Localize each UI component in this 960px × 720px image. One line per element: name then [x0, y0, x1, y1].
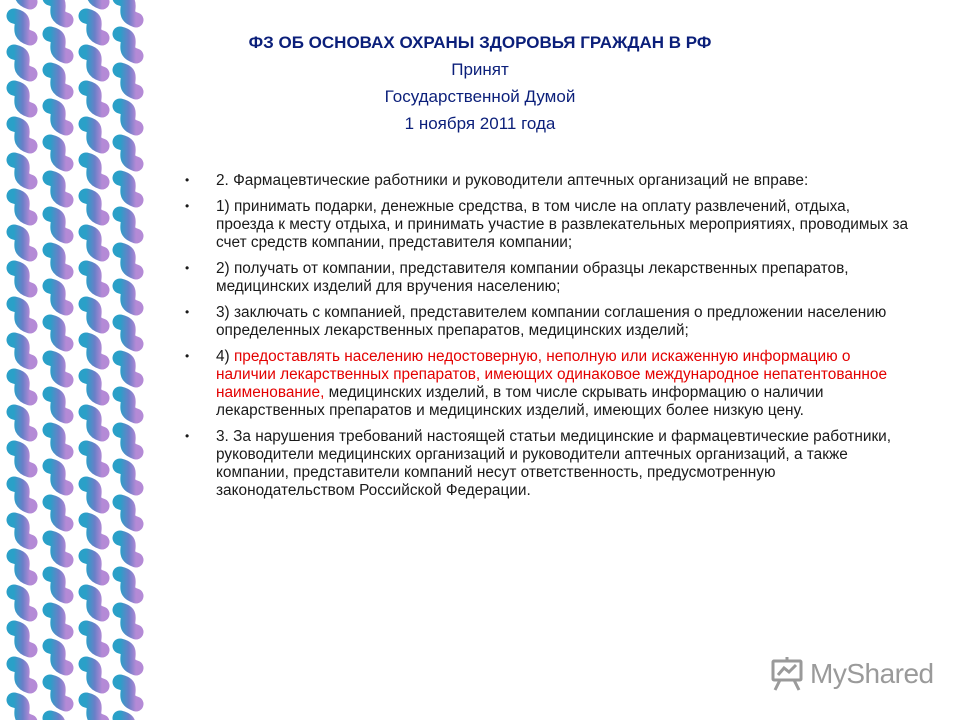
bullet-list [185, 172, 910, 508]
list-item [185, 260, 910, 296]
slide-title: ФЗ ОБ ОСНОВАХ ОХРАНЫ ЗДОРОВЬЯ ГРАЖДАН В РФ [248, 33, 712, 52]
list-item [185, 198, 910, 252]
list-item [185, 428, 910, 500]
watermark-text: MyShared [810, 658, 934, 689]
subtitle-duma: Государственной Думой [384, 87, 576, 106]
bullet-icon: • [185, 173, 190, 187]
pattern-wave [14, 0, 30, 720]
slide-title-block [190, 30, 770, 137]
bullet-icon: • [185, 429, 190, 443]
list-item-text: 3) заключать с компанией, представителем компании соглашения о предложении населению определенных лекарственных препаратов, медицинских изделий; [216, 304, 887, 339]
list-item [185, 304, 910, 340]
list-item-text: 2) получать от компании, представителя компании образцы лекарственных препаратов, медицинских изделий для вручения населению; [216, 260, 849, 295]
list-item-text: 1) принимать подарки, денежные средства, в том числе на оплату развлечений, отдыха, проезда к месту отдыха, и принимать участие в развлекательных мероприятиях, проводимых за счет средств компании, представителя компании; [216, 198, 909, 251]
decorative-pattern [0, 0, 160, 720]
subtitle-adopted: Принят [451, 60, 509, 79]
list-item [185, 348, 910, 420]
list-item-suffix: медицинских изделий, в том числе скрывать информацию о наличии лекарственных препаратов и медицинских изделий, имеющих более низкую цену. [216, 384, 824, 419]
bullet-icon: • [185, 199, 190, 213]
subtitle-date: 1 ноября 2011 года [404, 114, 556, 133]
pattern-wave [120, 0, 136, 720]
watermark [770, 654, 934, 694]
list-item-text: 3. За нарушения требований настоящей статьи медицинские и фармацевтические работники, руководители медицинских организаций и руководители аптечных организаций, а также компании, представители компаний несут ответственность, предусмотренную законодательством Российской Федерации. [216, 428, 892, 499]
bullet-icon: • [185, 261, 190, 275]
highlighted-text: предоставлять населению недостоверную, неполную или искаженную информацию о наличии лекарственных препаратов, имеющих одинаковое международное непатентованное наименование, [216, 348, 888, 401]
list-item-text: 2. Фармацевтические работники и руководители аптечных организаций не вправе: [216, 172, 809, 189]
bullet-icon: • [185, 349, 190, 363]
pattern-wave [50, 0, 66, 720]
bullet-icon: • [185, 305, 190, 319]
pattern-wave [86, 0, 102, 720]
list-item [185, 172, 910, 190]
presentation-board-icon [770, 656, 804, 692]
list-item-prefix: 4) [216, 348, 234, 365]
